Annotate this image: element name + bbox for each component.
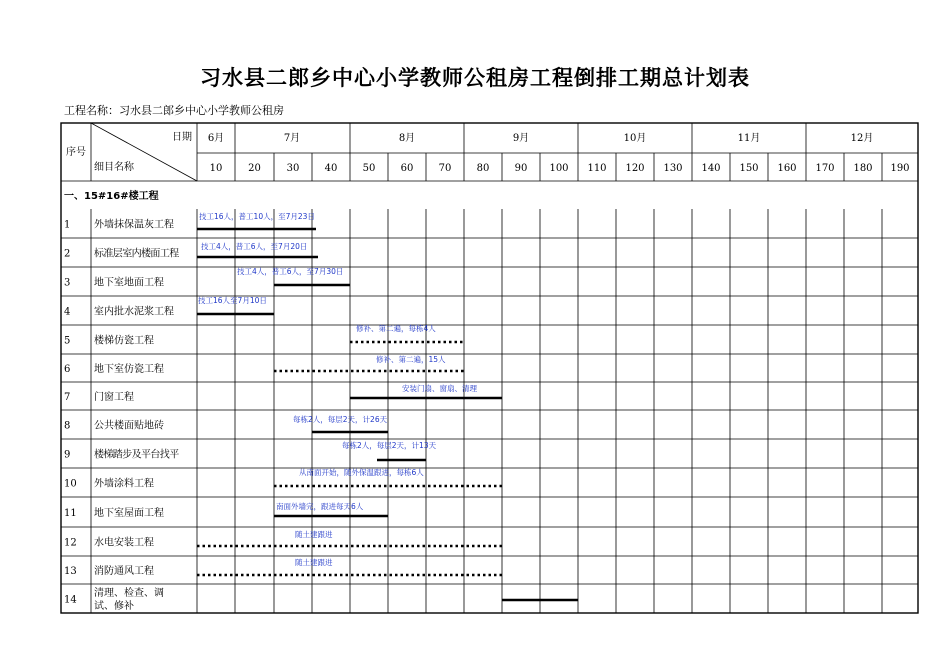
task-note: 安装门扇、窗扇、清理 bbox=[402, 384, 477, 393]
task-note: 修补、第二遍，15人 bbox=[376, 355, 446, 364]
header-seq-label: 序号 bbox=[66, 147, 86, 158]
task-note: 每栋2人，每层2天，计26天 bbox=[293, 415, 388, 424]
month-label: 10月 bbox=[623, 133, 647, 144]
row-number: 4 bbox=[64, 306, 71, 318]
month-label: 12月 bbox=[850, 133, 874, 144]
day-label: 120 bbox=[625, 163, 645, 174]
row-name: 楼梯踏步及平台找平 bbox=[94, 449, 179, 461]
row-name: 外墙抹保温灰工程 bbox=[94, 219, 174, 231]
day-label: 60 bbox=[400, 163, 414, 174]
header-date-label: 日期 bbox=[172, 132, 192, 143]
project-name: 工程名称：习水县二郎乡中心小学教师公租房 bbox=[64, 104, 284, 117]
day-label: 150 bbox=[739, 163, 759, 174]
page-title: 习水县二郎乡中心小学教师公租房工程倒排工期总计划表 bbox=[200, 66, 750, 90]
row-number: 10 bbox=[64, 478, 77, 490]
row-name: 地下室地面工程 bbox=[94, 277, 164, 289]
day-label: 80 bbox=[476, 163, 490, 174]
row-number: 3 bbox=[64, 277, 71, 289]
day-label: 130 bbox=[663, 163, 683, 174]
month-label: 7月 bbox=[283, 133, 301, 144]
row-number: 5 bbox=[64, 335, 71, 347]
row-number: 6 bbox=[64, 364, 71, 375]
row-number: 9 bbox=[64, 449, 71, 461]
task-note: 从南面开始，随外保温跟进，每栋6人 bbox=[299, 468, 424, 477]
row-name: 地下室屋面工程 bbox=[94, 508, 164, 519]
row-number: 11 bbox=[64, 508, 77, 519]
month-label: 6月 bbox=[207, 133, 225, 144]
task-note: 随土建跟进 bbox=[295, 530, 333, 539]
day-label: 20 bbox=[248, 163, 261, 174]
task-note: 技工4人，普工6人，至7月30日 bbox=[237, 267, 344, 276]
month-label: 11月 bbox=[737, 133, 761, 144]
day-label: 170 bbox=[815, 163, 835, 174]
table-border bbox=[61, 123, 918, 613]
day-label: 140 bbox=[701, 163, 721, 174]
day-label: 10 bbox=[209, 163, 223, 174]
day-label: 160 bbox=[777, 163, 797, 174]
row-name: 消防通风工程 bbox=[94, 566, 154, 577]
day-label: 50 bbox=[362, 163, 376, 174]
task-note: 技工16人，普工10人，至7月23日 bbox=[199, 212, 315, 221]
task-note: 每栋2人，每层2天，计13天 bbox=[342, 441, 437, 450]
row-number: 7 bbox=[64, 392, 71, 403]
month-label: 9月 bbox=[512, 133, 530, 144]
row-name: 门窗工程 bbox=[94, 392, 134, 403]
day-label: 30 bbox=[286, 163, 300, 174]
day-label: 180 bbox=[853, 163, 873, 174]
row-name: 试、修补 bbox=[94, 601, 134, 612]
row-name: 清理、检查、调 bbox=[94, 588, 164, 599]
row-name: 水电安装工程 bbox=[94, 537, 154, 549]
month-label: 8月 bbox=[398, 133, 416, 144]
row-number: 1 bbox=[64, 219, 71, 231]
section-label: 一、15#16#楼工程 bbox=[64, 191, 159, 202]
day-label: 40 bbox=[324, 163, 338, 174]
row-name: 标准层室内楼面工程 bbox=[94, 248, 179, 260]
task-note: 南面外墙完，跟进每天6人 bbox=[276, 502, 364, 511]
row-number: 2 bbox=[64, 248, 71, 260]
row-number: 8 bbox=[64, 420, 71, 432]
row-number: 14 bbox=[64, 594, 77, 606]
day-label: 110 bbox=[587, 163, 607, 174]
task-note: 技工4人，普工6人，至7月20日 bbox=[201, 242, 308, 251]
row-number: 12 bbox=[64, 537, 77, 549]
row-name: 公共楼面贴地砖 bbox=[94, 420, 164, 432]
day-label: 190 bbox=[890, 163, 910, 174]
day-label: 70 bbox=[438, 163, 452, 174]
task-note: 技工16人至7月10日 bbox=[198, 296, 267, 305]
task-note: 修补、第二遍，每栋4人 bbox=[356, 324, 436, 333]
header-item-label: 细目名称 bbox=[94, 162, 134, 173]
row-name: 室内批水泥浆工程 bbox=[94, 306, 174, 318]
row-name: 地下室仿瓷工程 bbox=[94, 364, 164, 375]
row-name: 楼梯仿瓷工程 bbox=[94, 335, 154, 347]
day-label: 90 bbox=[514, 163, 528, 174]
day-label: 100 bbox=[549, 163, 569, 174]
task-note: 随土建跟进 bbox=[295, 558, 333, 567]
row-number: 13 bbox=[64, 566, 77, 577]
row-name: 外墙涂料工程 bbox=[94, 478, 154, 490]
